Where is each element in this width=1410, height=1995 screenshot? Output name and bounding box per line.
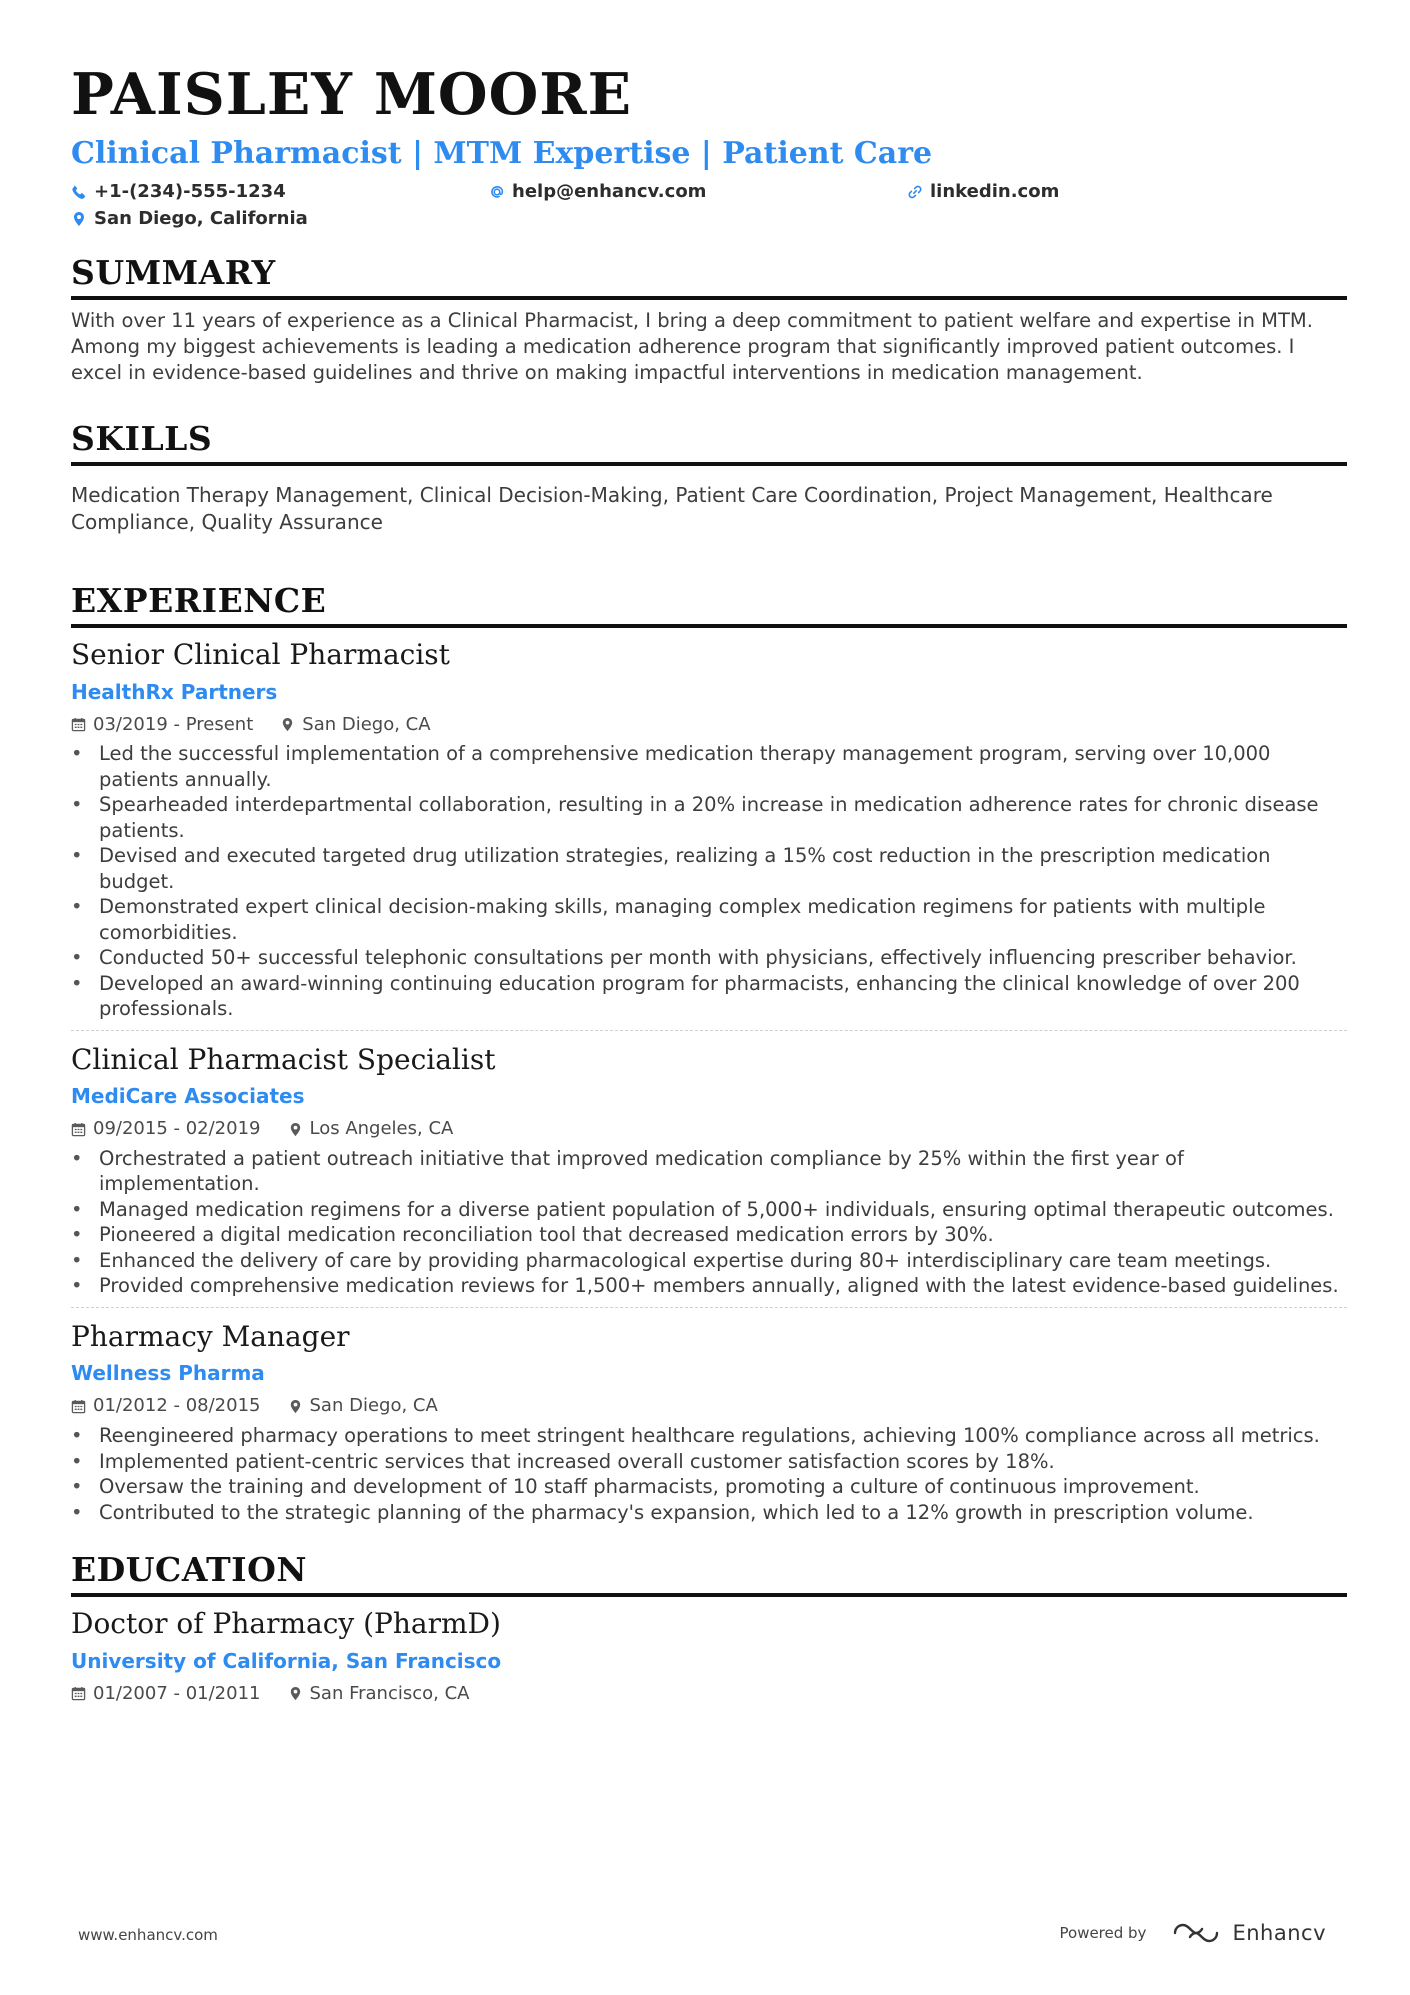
phone-icon: [71, 184, 87, 200]
bullet-item: • Led the successful implementation of a comprehensive medication therapy management program, serving over 10,000 patients annually.: [71, 741, 1347, 792]
calendar-icon: [71, 1122, 86, 1137]
job-location: San Diego, CA: [309, 1395, 438, 1417]
bullet-item: • Devised and executed targeted drug utilization strategies, realizing a 15% cost reduction in the prescription medication budget.: [71, 843, 1347, 894]
experience-entry: [71, 628, 1347, 1022]
footer-branding: [1060, 1920, 1327, 1946]
enhancv-logo-icon: [1172, 1920, 1220, 1946]
footer-website[interactable]: www.enhancv.com: [78, 1926, 218, 1944]
contact-location: [71, 205, 489, 232]
job-title: Pharmacy Manager: [71, 1319, 350, 1353]
experience-entry: [71, 1307, 1347, 1525]
bullet-item: • Demonstrated expert clinical decision-making skills, managing complex medication regimens for patients with multiple comorbidities.: [71, 894, 1347, 945]
bullet-item: • Implemented patient-centric services that increased overall customer satisfaction scores by 18%.: [71, 1449, 1347, 1475]
job-meta: [71, 1395, 1347, 1417]
location-pin-icon: [288, 1686, 303, 1701]
location-text: San Diego, California: [94, 208, 308, 229]
powered-by-text: Powered by: [1059, 1924, 1147, 1942]
calendar-icon: [71, 1686, 86, 1701]
job-location: San Diego, CA: [302, 713, 431, 735]
at-icon: [489, 184, 505, 200]
location-pin-icon: [288, 1122, 303, 1137]
job-title: Senior Clinical Pharmacist: [71, 638, 450, 671]
job-location-wrap: [280, 714, 430, 736]
summary-section: [71, 253, 1347, 386]
calendar-icon: [71, 717, 86, 732]
education-meta: [71, 1683, 1347, 1705]
bullet-item: • Conducted 50+ successful telephonic consultations per month with physicians, effectively influencing prescriber behavior.: [71, 945, 1347, 971]
experience-entry: [71, 1030, 1347, 1299]
job-dates: 01/2012 - 08/2015: [93, 1395, 261, 1417]
degree-title: Doctor of Pharmacy (PharmD): [71, 1607, 501, 1641]
summary-heading: SUMMARY: [71, 256, 1347, 300]
bullet-item: • Enhanced the delivery of care by providing pharmacological expertise during 80+ interdisciplinary care team meetings.: [71, 1248, 1347, 1274]
bullet-item: • Managed medication regimens for a diverse patient population of 5,000+ individuals, ensuring optimal therapeutic outcomes.: [71, 1197, 1347, 1223]
education-location-wrap: [288, 1683, 470, 1705]
linkedin-url: linkedin.com: [930, 181, 1060, 202]
candidate-headline: Clinical Pharmacist | MTM Expertise | Patient Care: [71, 136, 933, 171]
bullet-item: • Pioneered a digital medication reconciliation tool that decreased medication errors by 30%.: [71, 1222, 1347, 1248]
contact-phone: [71, 178, 489, 205]
bullet-item: • Provided comprehensive medication reviews for 1,500+ members annually, aligned with the latest evidence-based guidelines.: [71, 1273, 1347, 1299]
skills-section: [71, 419, 1347, 536]
candidate-name: PAISLEY MOORE: [71, 61, 633, 128]
bullet-item: • Orchestrated a patient outreach initiative that improved medication compliance by 25% within the first year of implementation.: [71, 1146, 1347, 1197]
phone-number: +1-(234)-555-1234: [94, 181, 286, 202]
job-bullets: [71, 741, 1347, 1022]
school-name: University of California, San Francisco: [71, 1648, 502, 1673]
job-meta: [71, 714, 1347, 736]
experience-section: [71, 581, 1347, 1525]
bullet-item: • Oversaw the training and development of 10 staff pharmacists, promoting a culture of continuous improvement.: [71, 1474, 1347, 1500]
job-title: Clinical Pharmacist Specialist: [71, 1042, 496, 1076]
bullet-item: • Contributed to the strategic planning of the pharmacy's expansion, which led to a 12% growth in prescription volume.: [71, 1500, 1347, 1526]
company-name: HealthRx Partners: [71, 679, 278, 704]
location-pin-icon: [71, 211, 87, 227]
job-meta: [71, 1118, 1347, 1140]
brand-name: Enhancv: [1232, 1921, 1326, 1945]
education-entry: [71, 1597, 1347, 1704]
job-bullets: [71, 1423, 1347, 1525]
contact-linkedin[interactable]: [907, 178, 1347, 205]
job-location-wrap: [288, 1118, 454, 1140]
location-pin-icon: [280, 717, 295, 732]
resume-header: [71, 61, 1347, 232]
education-location: San Francisco, CA: [309, 1682, 470, 1704]
skills-heading: SKILLS: [71, 422, 1347, 466]
contact-email[interactable]: [489, 178, 907, 205]
job-bullets: [71, 1146, 1347, 1299]
company-name: MediCare Associates: [71, 1084, 305, 1109]
education-dates: 01/2007 - 01/2011: [93, 1682, 261, 1704]
email-address: help@enhancv.com: [512, 181, 707, 202]
skills-text: Medication Therapy Management, Clinical Decision-Making, Patient Care Coordination, Project Management, Healthcare Compliance, Quality Assurance: [71, 483, 1273, 534]
education-heading: EDUCATION: [71, 1553, 1347, 1597]
resume-content: [71, 56, 1347, 1704]
job-location: Los Angeles, CA: [309, 1118, 454, 1140]
job-dates: 09/2015 - 02/2019: [93, 1118, 261, 1140]
bullet-item: • Spearheaded interdepartmental collaboration, resulting in a 20% increase in medication adherence rates for chronic disease patients.: [71, 792, 1347, 843]
experience-heading: EXPERIENCE: [71, 584, 1347, 628]
link-icon: [907, 184, 923, 200]
summary-text: With over 11 years of experience as a Clinical Pharmacist, I bring a deep commitment to patient welfare and expertise in MTM. Among my biggest achievements is leading a medication adherence program that significantly improved patient outcomes. I excel in evidence-based guidelines and thrive on making impactful interventions in medication management.: [71, 309, 1313, 384]
contact-info: [71, 178, 1347, 232]
calendar-icon: [71, 1399, 86, 1414]
location-pin-icon: [288, 1399, 303, 1414]
education-section: [71, 1550, 1347, 1704]
job-location-wrap: [288, 1395, 438, 1417]
bullet-item: • Reengineered pharmacy operations to meet stringent healthcare regulations, achieving 100% compliance across all metrics.: [71, 1423, 1347, 1449]
bullet-item: • Developed an award-winning continuing education program for pharmacists, enhancing the clinical knowledge of over 200 professionals.: [71, 971, 1347, 1022]
company-name: Wellness Pharma: [71, 1361, 265, 1386]
job-dates: 03/2019 - Present: [93, 713, 254, 735]
